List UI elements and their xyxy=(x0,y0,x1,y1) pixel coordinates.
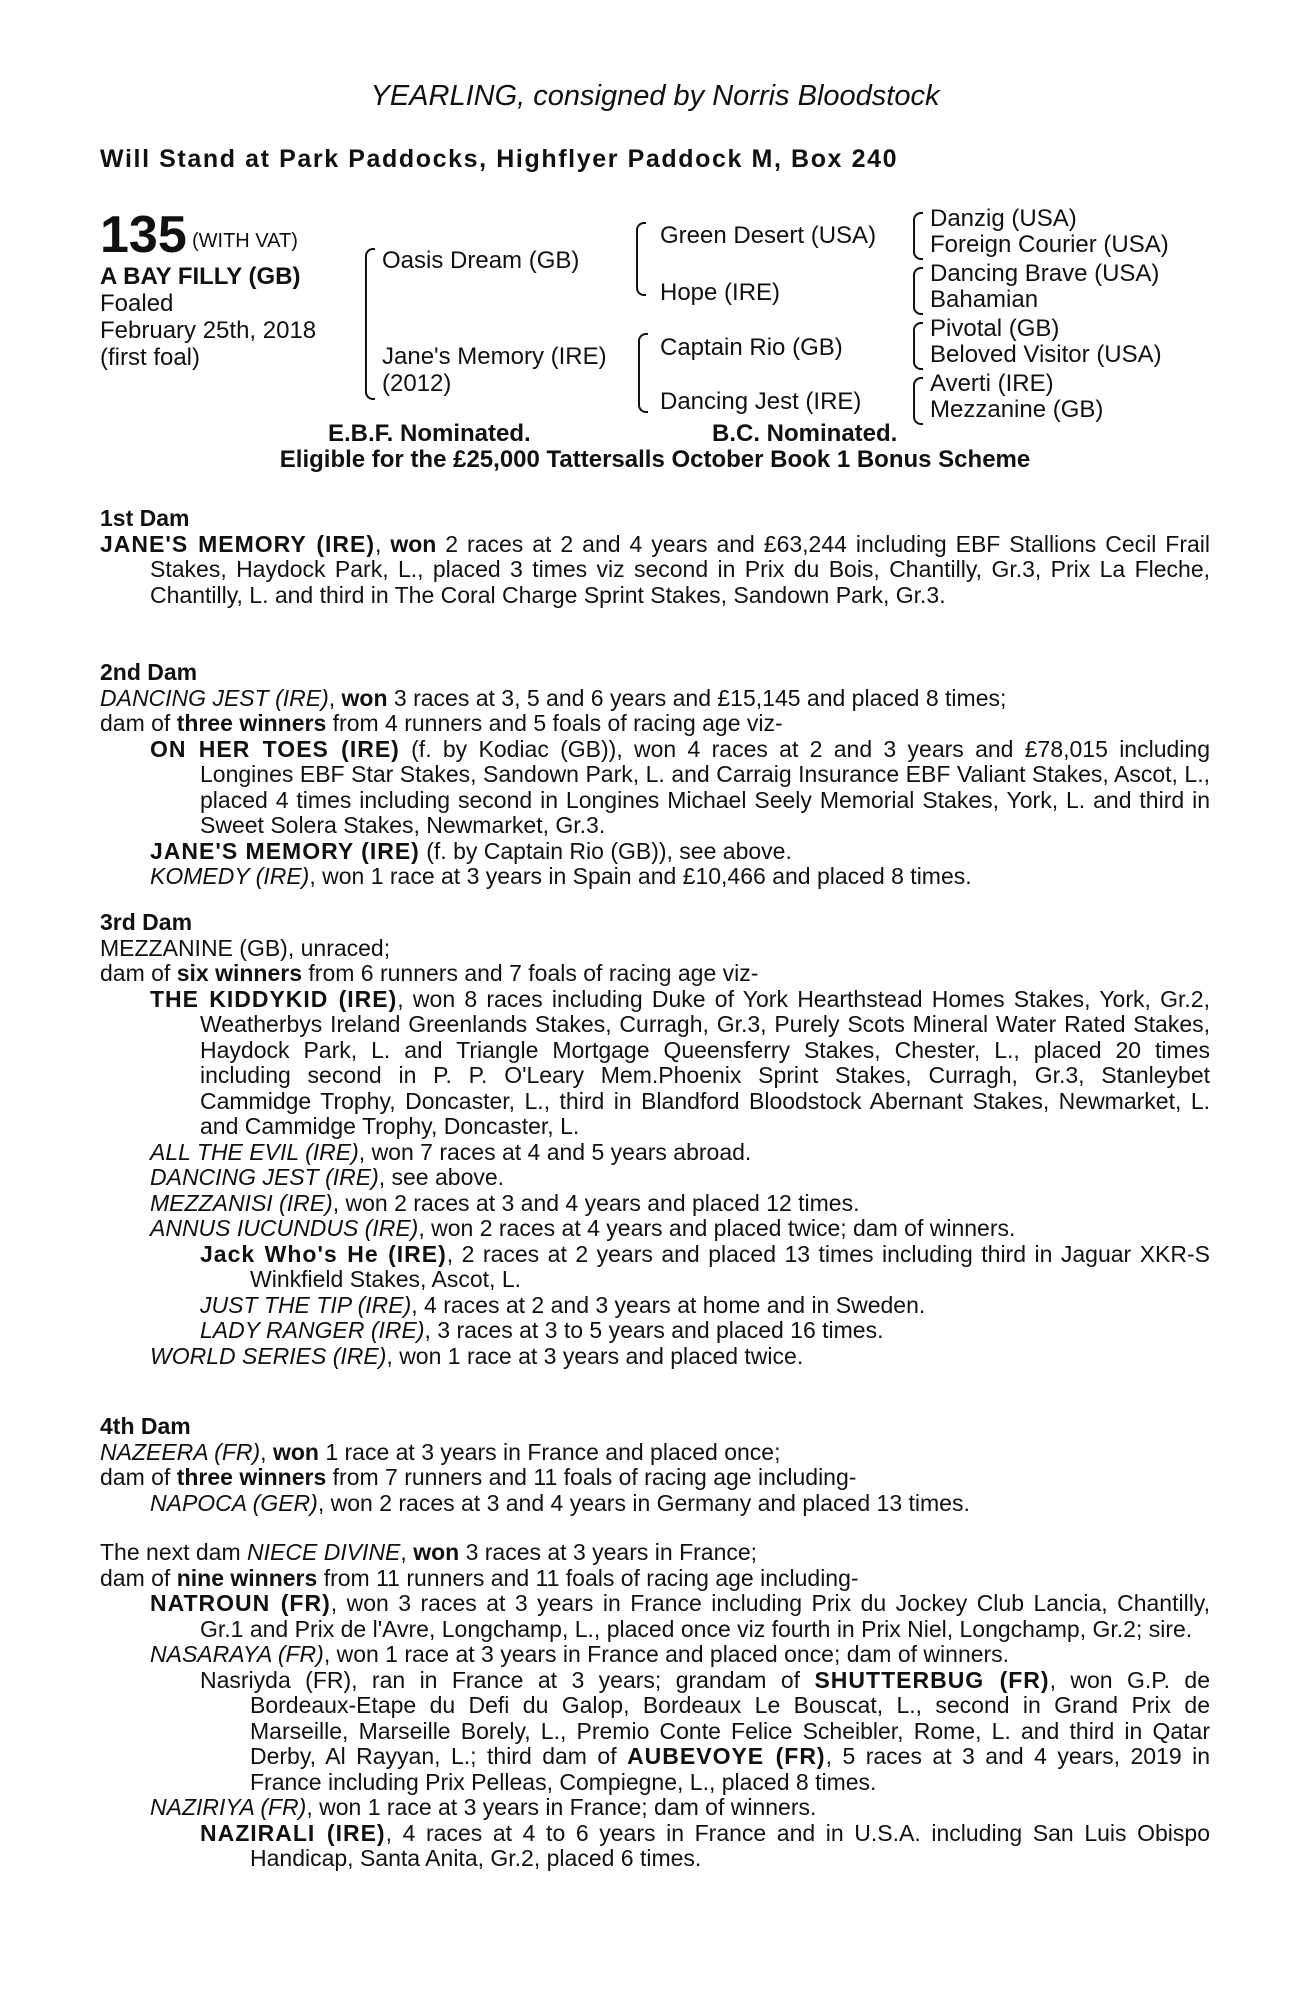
third-dam-produce-6 xyxy=(100,1242,1210,1293)
lot-description: A BAY FILLY (GB) xyxy=(100,263,301,290)
pedigree-g1: Danzig (USA) xyxy=(930,205,1077,232)
produce-text: , see above. xyxy=(378,1164,505,1190)
fifth-dam-produce-4 xyxy=(100,1795,1210,1821)
fifth-dam-record xyxy=(100,1540,1210,1566)
produce-text: , 3 races at 3 to 5 years and placed 16 times. xyxy=(424,1317,884,1343)
pedigree-brace-g2 xyxy=(913,267,923,315)
produce-text: (f. by Captain Rio (GB)), see above. xyxy=(419,837,792,864)
produce-text: , won 3 races at 3 years in France including Prix du Jockey Club Lancia, Chantilly, Gr.1 and Prix de l'Avre, Longchamp, L., placed once viz fourth in Prix Niel, Longchamp, Gr.2; sire. xyxy=(200,1590,1210,1642)
produce-text: , won G.P. de Bordeaux-Etape du Defi du Galop, Bordeaux Le Bouscat, L., second in Grand Prix de Marseille, Marseille Borely, L., Premio Conte Felice Scheibler, Rome, L. and third in Qatar Derby, Al Rayyan, L.; third dam of xyxy=(250,1666,1211,1769)
first-dam-heading: 1st Dam xyxy=(100,505,190,531)
third-dam-produce-2 xyxy=(100,1140,1210,1166)
pedigree-brace-g3 xyxy=(913,322,923,370)
produce-name: ANNUS IUCUNDUS (IRE) xyxy=(150,1215,419,1241)
fifth-dam-won: won xyxy=(413,1539,460,1565)
produce-text: , 4 races at 4 to 6 years in France and in U.S.A. including San Luis Obispo Handicap, Santa Anita, Gr.2, placed 6 times. xyxy=(250,1819,1210,1871)
produce-name: NAZIRIYA (FR) xyxy=(150,1794,307,1820)
first-dam-won: won xyxy=(390,530,437,557)
fifth-dam-pre: The next dam xyxy=(100,1539,248,1565)
produce-name: NAPOCA (GER) xyxy=(150,1489,318,1516)
pedigree-g7: Averti (IRE) xyxy=(930,370,1054,397)
fourth-dam-dam-of-pre: dam of xyxy=(100,1464,177,1490)
produce-name: DANCING JEST (IRE) xyxy=(150,1164,379,1190)
page-title: YEARLING, consigned by Norris Bloodstock xyxy=(370,80,940,112)
pedigree-brace-g4 xyxy=(913,377,923,425)
third-dam-produce-1 xyxy=(100,987,1210,1140)
pedigree-g6: Beloved Visitor (USA) xyxy=(930,341,1162,368)
pedigree-sire-sire: Green Desert (USA) xyxy=(660,222,877,249)
fourth-dam-winners-count: three winners xyxy=(176,1464,327,1490)
second-dam-winners-count: three winners xyxy=(176,710,327,736)
fourth-dam-name: NAZEERA (FR) xyxy=(100,1438,261,1465)
produce-text: Nasriyda (FR), ran in France at 3 years; grandam of xyxy=(200,1666,815,1693)
third-dam-produce-summary xyxy=(100,961,1210,987)
pedigree-dam-year: (2012) xyxy=(382,370,452,397)
lot-vat: (WITH VAT) xyxy=(192,230,298,252)
second-dam-produce-1 xyxy=(100,737,1210,839)
third-dam-produce-5 xyxy=(100,1216,1210,1242)
pedigree-dam-sire: Captain Rio (GB) xyxy=(660,334,843,361)
produce-name: NASARAYA (FR) xyxy=(150,1641,324,1667)
produce-name: JANE'S MEMORY (IRE) xyxy=(150,837,420,864)
fourth-dam-dam-of-post: from 7 runners and 11 foals of racing age including- xyxy=(326,1464,857,1490)
third-dam-winners-count: six winners xyxy=(176,960,302,986)
produce-name: Jack Who's He (IRE) xyxy=(200,1240,447,1267)
produce-name: AUBEVOYE (FR) xyxy=(627,1743,826,1769)
fifth-dam-produce-1 xyxy=(100,1591,1210,1642)
produce-text: , won 1 race at 3 years in France; dam of winners. xyxy=(306,1794,817,1820)
third-dam-produce-3 xyxy=(100,1165,1210,1191)
pedigree-brace-dam xyxy=(638,333,648,413)
produce-name: ON HER TOES (IRE) xyxy=(150,735,400,762)
bonus-eligibility: Eligible for the £25,000 Tattersalls October Book 1 Bonus Scheme xyxy=(279,446,1031,473)
produce-text: , won 1 race at 3 years in Spain and £10,466 and placed 8 times. xyxy=(309,863,972,889)
fourth-dam-heading: 4th Dam xyxy=(100,1413,191,1439)
fourth-dam-produce-1 xyxy=(100,1491,1210,1517)
fifth-dam-winners-count: nine winners xyxy=(176,1564,318,1591)
stand-location: Will Stand at Park Paddocks, Highflyer Paddock M, Box 240 xyxy=(100,145,899,173)
produce-text: , won 1 race at 3 years and placed twice. xyxy=(386,1342,804,1369)
fifth-dam-text: 3 races at 3 years in France; xyxy=(459,1539,758,1565)
produce-name: SHUTTERBUG (FR) xyxy=(814,1666,1050,1693)
second-dam-dam-of-pre: dam of xyxy=(100,710,177,736)
ebf-nomination: E.B.F. Nominated. xyxy=(328,420,531,447)
produce-name: MEZZANISI (IRE) xyxy=(150,1189,333,1216)
pedigree-g3: Dancing Brave (USA) xyxy=(930,260,1160,287)
fifth-dam-dam-of-post: from 11 runners and 11 foals of racing age including- xyxy=(317,1564,859,1591)
third-dam-record: MEZZANINE (GB), unraced; xyxy=(100,934,391,961)
pedigree-g2: Foreign Courier (USA) xyxy=(930,231,1169,258)
produce-text: , won 1 race at 3 years in France and placed once; dam of winners. xyxy=(323,1641,1010,1667)
pedigree-sire: Oasis Dream (GB) xyxy=(382,247,580,274)
fifth-dam-separator: , xyxy=(400,1539,414,1565)
lot-number: 135 xyxy=(100,206,187,264)
produce-name: NATROUN (FR) xyxy=(150,1590,331,1616)
second-dam-record: DANCING JEST (IRE), won 3 races at 3, 5 and 6 years and £15,145 and placed 8 times; xyxy=(100,684,1007,711)
produce-text: , won 2 races at 4 years and placed twice; dam of winners. xyxy=(418,1215,1016,1241)
produce-name: WORLD SERIES (IRE) xyxy=(150,1342,387,1369)
fifth-dam-dam-of-pre: dam of xyxy=(100,1564,177,1591)
third-dam-produce-7 xyxy=(100,1293,1210,1319)
first-dam-record: JANE'S MEMORY (IRE), won 2 races at 2 and 4 years and £63,244 including EBF Stallions Cecil Frail Stakes, Haydock Park, L., placed 3 times viz second in Prix du Bois, Chantilly, Gr.3, Prix La Fleche, Chantilly, L. and third in The Coral Charge Sprint Stakes, Sandown Park, Gr.3. xyxy=(100,530,1211,608)
lot-note: (first foal) xyxy=(100,344,201,371)
third-dam-heading: 3rd Dam xyxy=(100,909,193,935)
second-dam-text: 3 races at 3, 5 and 6 years and £15,145 and placed 8 times; xyxy=(387,684,1007,711)
fourth-dam-text: 1 race at 3 years in France and placed once; xyxy=(318,1438,781,1465)
second-dam-produce-summary xyxy=(100,711,1210,737)
fifth-dam-section xyxy=(100,1540,1210,1872)
fifth-dam-produce-3 xyxy=(100,1668,1210,1796)
produce-text: , won 8 races including Duke of York Hearthstead Homes Stakes, York, Gr.2, Weatherbys Ireland Greenlands Stakes, Curragh, Gr.3, Purely Scots Mineral Water Rated Stakes, Haydock Park, L. and Triangle Mortgage Queensferry Stakes, Chester, L., placed 20 times including second in P. P. O'Leary Mem.Phoenix Sprint Stakes, Curragh, Gr.3, Stanleybet Cammidge Trophy, Doncaster, L., third in Blandford Bloodstock Abernant Stakes, Newmarket, L. and Cammidge Trophy, Doncaster, L. xyxy=(200,985,1210,1139)
pedigree-brace-main xyxy=(365,248,375,400)
pedigree-g8: Mezzanine (GB) xyxy=(930,396,1104,423)
produce-name: NAZIRALI (IRE) xyxy=(200,1819,386,1846)
fourth-dam-won: won xyxy=(272,1438,319,1465)
produce-name: KOMEDY (IRE) xyxy=(150,863,310,889)
produce-name: JUST THE TIP (IRE) xyxy=(200,1291,412,1318)
pedigree-brace-g1 xyxy=(913,212,923,260)
pedigree-dam-dam: Dancing Jest (IRE) xyxy=(660,388,862,415)
produce-text: , 5 races at 3 and 4 years, 2019 in France including Prix Pelleas, Compiegne, L., placed 8 times. xyxy=(250,1743,1211,1795)
pedigree-sire-dam: Hope (IRE) xyxy=(660,279,781,306)
produce-text: , won 2 races at 3 and 4 years and placed 12 times. xyxy=(332,1189,860,1216)
fifth-dam-produce-summary xyxy=(100,1566,1210,1592)
pedigree-g5: Pivotal (GB) xyxy=(930,315,1060,342)
produce-text: , won 2 races at 3 and 4 years in Germany and placed 13 times. xyxy=(317,1489,970,1516)
second-dam-produce-2 xyxy=(100,839,1210,865)
first-dam-section xyxy=(100,506,1210,608)
produce-name: LADY RANGER (IRE) xyxy=(200,1317,425,1343)
second-dam-name: DANCING JEST (IRE) xyxy=(100,684,329,711)
lot-foaled-date: February 25th, 2018 xyxy=(100,317,317,344)
second-dam-section xyxy=(100,660,1210,890)
second-dam-won: won xyxy=(341,684,388,711)
produce-text: (f. by Kodiac (GB)), won 4 races at 2 and 3 years and £78,015 including Longines EBF Star Stakes, Sandown Park, L. and Carraig Insurance EBF Valiant Stakes, Ascot, L., placed 4 times including second in Longines Michael Seely Memorial Stakes, York, L. and third in Sweet Solera Stakes, Newmarket, Gr.3. xyxy=(200,735,1210,838)
first-dam-name: JANE'S MEMORY (IRE) xyxy=(100,530,375,557)
second-dam-produce-3 xyxy=(100,864,1210,890)
first-dam-text: 2 races at 2 and 4 years and £63,244 including EBF Stallions Cecil Frail Stakes, Haydock Park, L., placed 3 times viz second in Prix du Bois, Chantilly, Gr.3, Prix La Fleche, Chantilly, L. and third in The Coral Charge Sprint Stakes, Sandown Park, Gr.3. xyxy=(150,530,1211,608)
third-dam-produce-9 xyxy=(100,1344,1210,1370)
third-dam-produce-4 xyxy=(100,1191,1210,1217)
lot-foaled: Foaled xyxy=(100,290,174,317)
fifth-dam-name: NIECE DIVINE xyxy=(247,1539,401,1565)
pedigree-g4: Bahamian xyxy=(930,286,1039,313)
fourth-dam-record: NAZEERA (FR), won 1 race at 3 years in France and placed once; xyxy=(100,1438,781,1465)
fourth-dam-produce-summary xyxy=(100,1465,1210,1491)
pedigree-brace-sire xyxy=(636,222,646,296)
second-dam-heading: 2nd Dam xyxy=(100,659,198,685)
fifth-dam-produce-5 xyxy=(100,1821,1210,1872)
produce-name: THE KIDDYKID (IRE) xyxy=(150,985,398,1012)
third-dam-section xyxy=(100,910,1210,1369)
third-dam-dam-of-pre: dam of xyxy=(100,960,177,986)
third-dam-dam-of-post: from 6 runners and 7 foals of racing age viz- xyxy=(302,960,759,986)
fifth-dam-produce-2 xyxy=(100,1642,1210,1668)
second-dam-dam-of-post: from 4 runners and 5 foals of racing age viz- xyxy=(326,710,783,736)
bc-nomination: B.C. Nominated. xyxy=(712,420,898,447)
pedigree-dam: Jane's Memory (IRE) xyxy=(382,343,607,370)
produce-text: , 4 races at 2 and 3 years at home and in Sweden. xyxy=(411,1291,926,1318)
produce-text: , 2 races at 2 years and placed 13 times including third in Jaguar XKR-S Winkfield Stakes, Ascot, L. xyxy=(250,1240,1210,1292)
produce-name: ALL THE EVIL (IRE) xyxy=(150,1138,359,1165)
fourth-dam-section xyxy=(100,1414,1210,1516)
produce-text: , won 7 races at 4 and 5 years abroad. xyxy=(358,1138,752,1165)
third-dam-produce-8 xyxy=(100,1318,1210,1344)
